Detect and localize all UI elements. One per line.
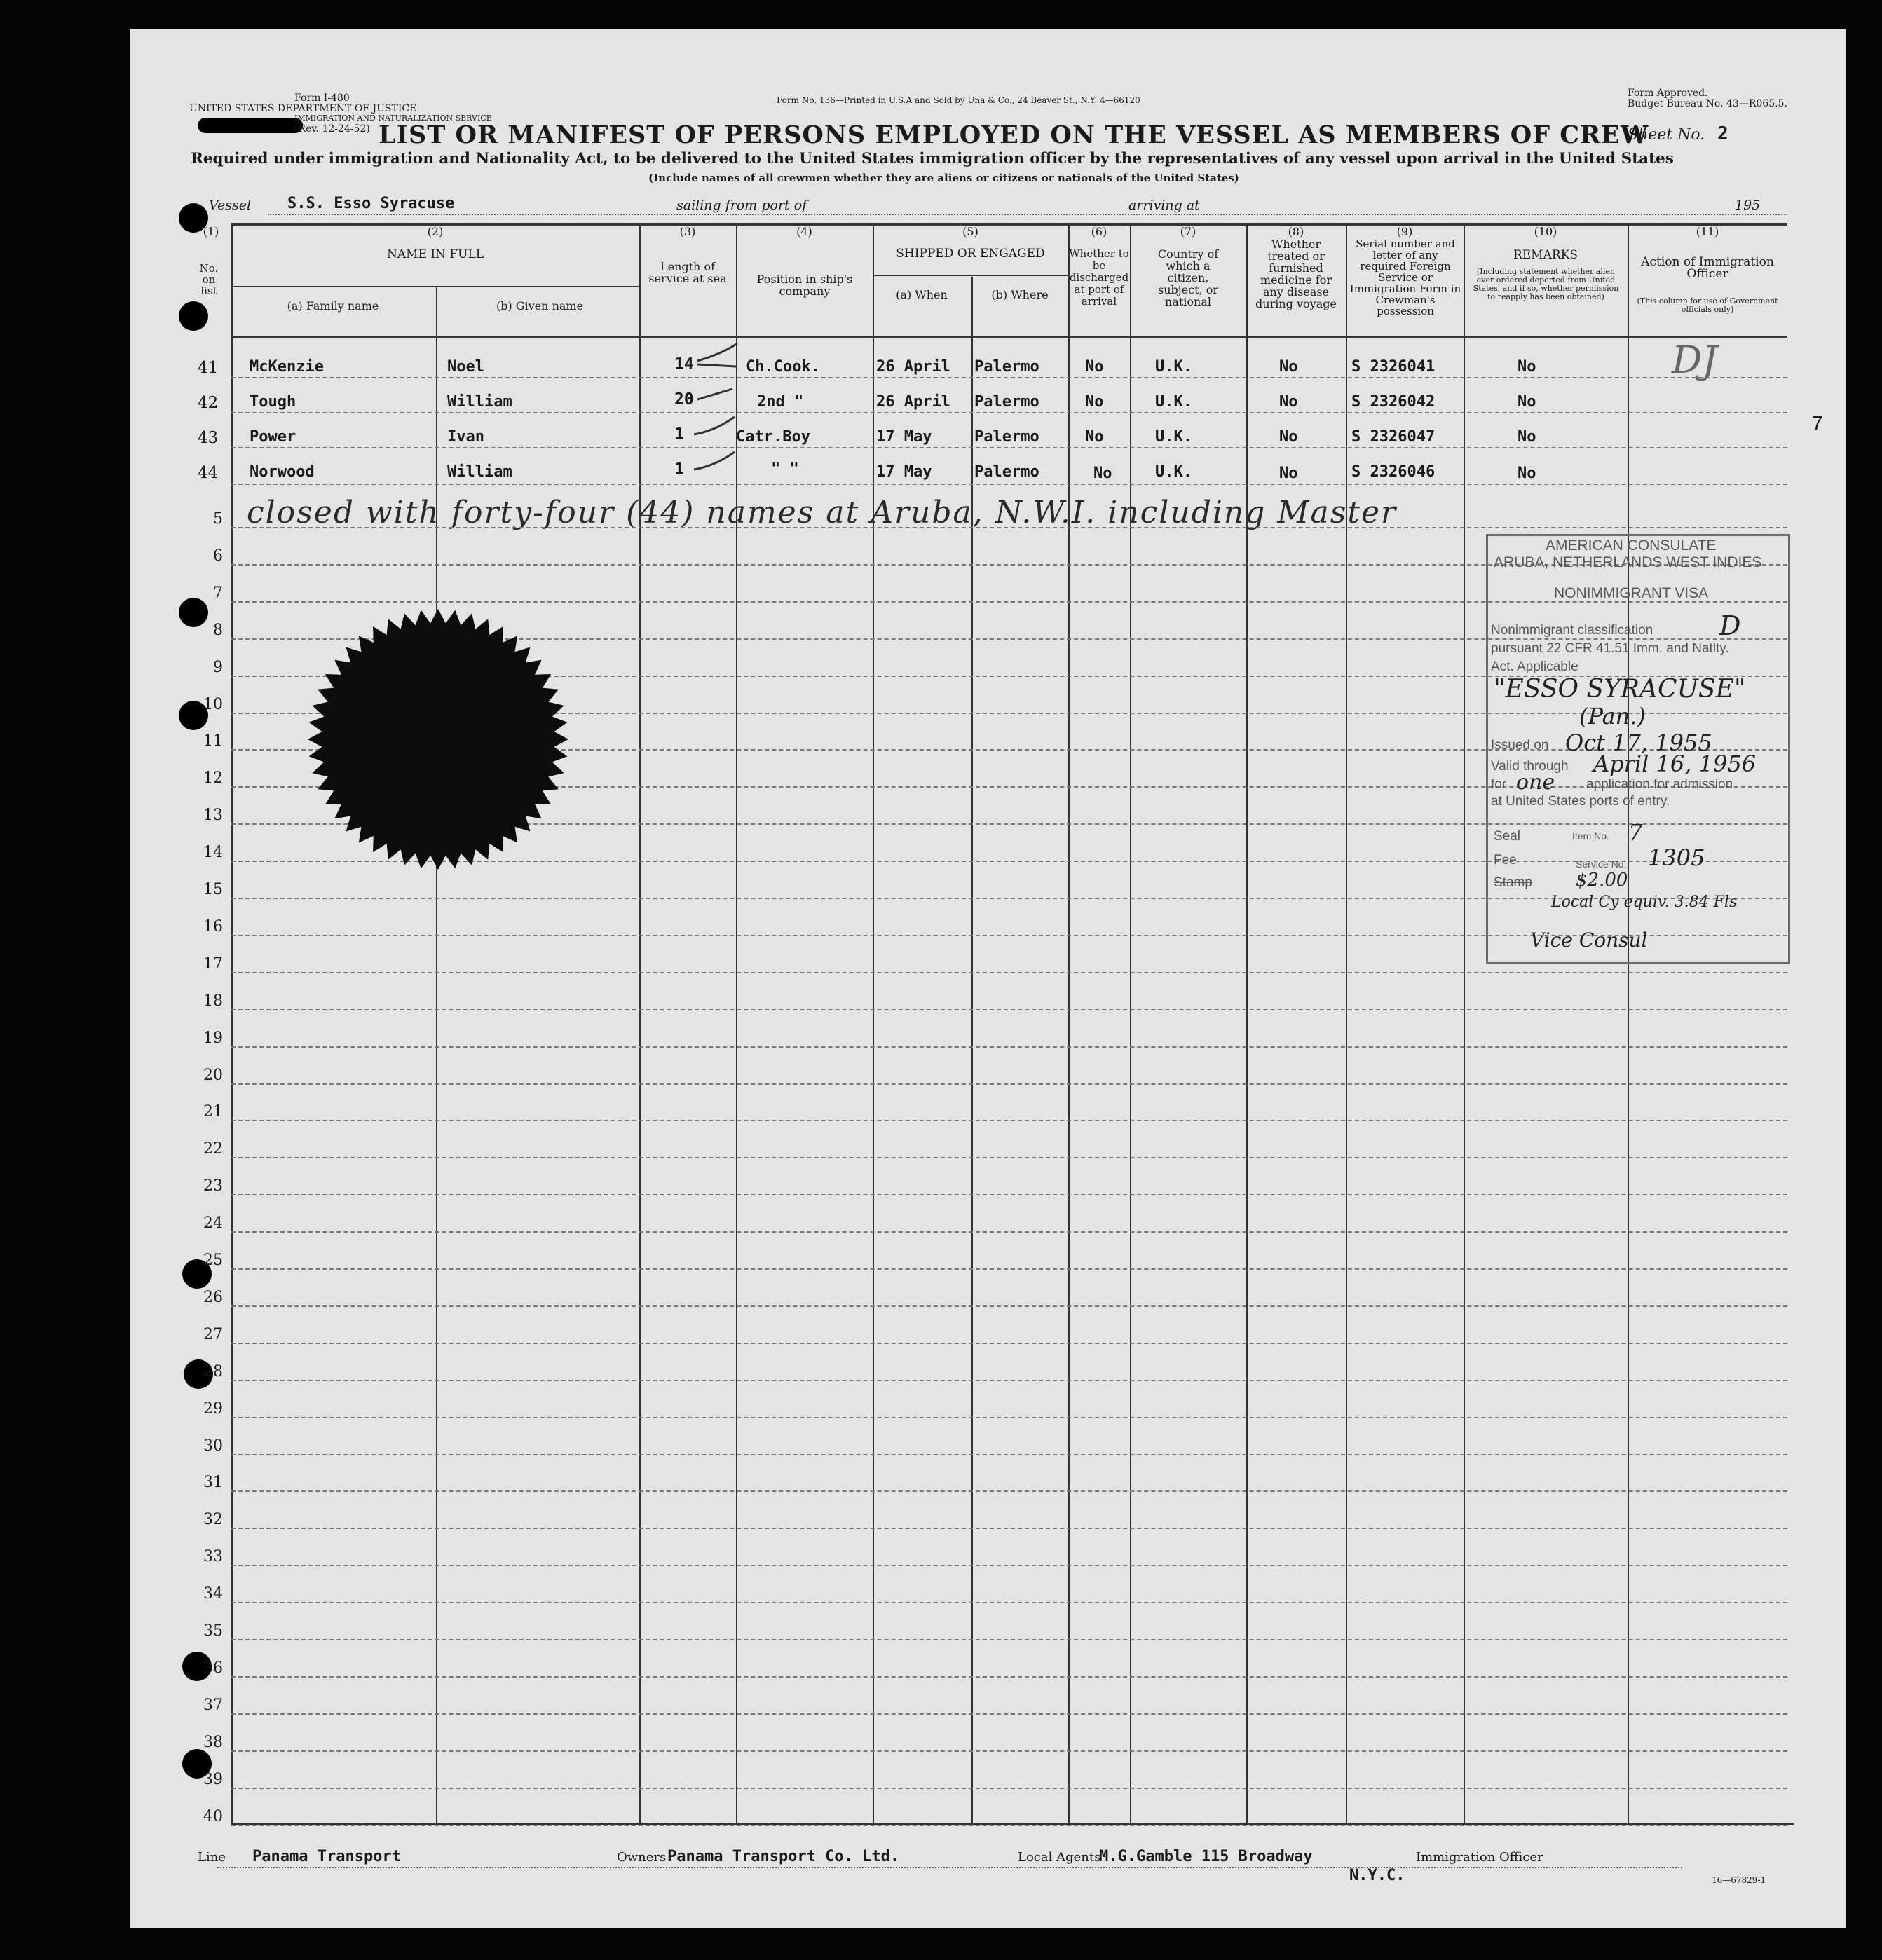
col-num: (3) [679,225,696,238]
stamp-service-number: 1305 [1648,844,1705,871]
header-discharge: Whether to be discharged at port of arrival [1069,247,1129,308]
stamp-visa-type: NONIMMIGRANT VISA [1554,585,1709,601]
col-num: (4) [796,225,812,238]
header-name-in-full: NAME IN FULL [386,247,484,261]
sheet-number: 2 [1717,123,1728,144]
officer-initials: DJ [1672,338,1717,382]
sailing-label: sailing from port of [676,198,807,213]
row-number: 9 [213,658,223,676]
footer-agents-city: N.Y.C. [1349,1867,1405,1884]
vessel-label: Vessel [209,198,252,213]
crew-remarks: No [1518,428,1536,446]
subtitle: Required under immigration and Nationality Act, to be delivered to the United States immigration officer by the representatives of any vessel upon arrival in the United States [191,150,1674,167]
footer-owners-label: Owners [617,1850,667,1865]
crew-service-length: 1 [674,425,684,444]
stamp-item-number: 7 [1628,819,1643,846]
col-divider [873,223,874,1825]
crew-family-name: McKenzie [250,358,324,376]
header-country: Country of which a citizen, subject, or national [1157,247,1219,308]
row-rule [231,1046,1787,1048]
stamp-stamp-label: Stamp [1494,875,1532,890]
crew-medicine: No [1279,358,1298,376]
row-rule [231,1602,1787,1603]
row-rule [231,1120,1787,1121]
row-rule [231,447,1787,448]
crew-discharge: No [1093,465,1112,482]
col-num: (2) [427,225,444,238]
form-approved: Form Approved. [1628,88,1708,99]
check-marks [694,340,743,480]
crew-discharge: No [1085,393,1104,411]
consulate-visa-stamp [1486,534,1790,964]
col-divider [1464,223,1465,1825]
page-title: LIST OR MANIFEST OF PERSONS EMPLOYED ON THE VESSEL AS MEMBERS OF CREW [379,121,1649,149]
vessel-underline [268,214,1787,215]
stamp-vessel: "ESSO SYRACUSE" [1494,675,1746,704]
crew-shipped-when: 26 April [876,358,950,376]
footer-underline [217,1867,1682,1868]
redaction-mark [198,118,303,133]
row-number: 28 [203,1362,223,1380]
year-label: 195 [1735,198,1761,213]
manifest-sheet [130,29,1846,1928]
row-rule [231,1009,1787,1010]
crew-service-length: 20 [674,390,694,409]
row-number: 5 [213,510,223,528]
col-divider [231,223,233,1825]
header-where: (b) Where [991,288,1049,301]
row-number: 30 [203,1437,223,1455]
stamp-classification-label: Nonimmigrant classification [1491,623,1653,638]
col-num: (8) [1288,225,1304,238]
crew-remarks: No [1518,393,1536,411]
crew-country: U.K. [1155,358,1192,376]
crew-country: U.K. [1155,428,1192,446]
footer-officer-label: Immigration Officer [1416,1850,1543,1865]
row-number: 40 [203,1807,223,1825]
row-number: 13 [203,807,223,825]
stamp-valid-date: April 16, 1956 [1593,751,1757,777]
col-divider [639,223,641,1825]
row-rule [231,1490,1787,1492]
crew-family-name: Norwood [250,463,315,481]
crew-position: Catr.Boy [736,428,810,446]
col-divider [1130,223,1131,1825]
crew-shipped-where: Palermo [974,393,1039,411]
row-number: 31 [203,1474,223,1492]
header-family-name: (a) Family name [287,299,379,313]
footer-owners-value: Panama Transport Co. Ltd. [667,1848,900,1865]
crew-position: Ch.Cook. [746,358,820,376]
service-name: IMMIGRATION AND NATURALIZATION SERVICE [294,114,492,123]
crew-shipped-where: Palermo [974,463,1039,481]
col-num: (1) [203,225,219,238]
row-rule [231,1454,1787,1455]
footer-line-value: Panama Transport [252,1848,401,1865]
crew-service-length: 14 [674,355,694,374]
crew-position: " " [771,460,799,478]
table-header-rule [231,336,1787,338]
row-rule [231,412,1787,413]
row-number: 21 [203,1103,223,1121]
crew-shipped-where: Palermo [974,428,1039,446]
row-rule [231,1750,1787,1752]
crew-country: U.K. [1155,393,1192,411]
stamp-for-value: one [1516,770,1555,795]
stamp-flag: (Pan.) [1579,703,1646,729]
name-subheader-rule [231,286,639,287]
row-rule [231,527,1787,528]
row-rule [231,1788,1787,1789]
crew-discharge: No [1085,428,1104,446]
col-num: (10) [1534,225,1557,238]
header-remarks: REMARKS [1513,248,1578,262]
col-divider [1068,223,1070,1825]
crew-position: 2nd " [757,393,804,411]
crew-medicine: No [1279,428,1298,446]
crew-shipped-when: 17 May [876,463,932,481]
header-remarks-note: (Including statement whether alien ever ordered deported from United States, and if so, whether permission to reapply has been obtained) [1473,267,1619,301]
stamp-item-label: Item No. [1572,830,1609,842]
stamp-location: ARUBA, NETHERLANDS WEST INDIES [1494,554,1762,570]
footer-line-label: Line [198,1850,226,1865]
stamp-valid-label: Valid through [1491,759,1569,774]
stamp-issued-label: Issued on [1491,738,1549,753]
form-code: 16—67829-1 [1712,1875,1766,1885]
col-num: (5) [962,225,978,238]
form-revision: (Rev. 12-24-52) [294,123,370,135]
row-number: 11 [203,732,223,751]
crew-serial: S 2326046 [1351,463,1436,481]
row-rule [231,1713,1787,1715]
row-rule [231,1825,1787,1826]
crew-shipped-where: Palermo [974,358,1039,376]
row-rule [231,1083,1787,1085]
col-divider [1346,223,1347,1825]
crew-given-name: Ivan [447,428,484,446]
row-rule [231,1380,1787,1381]
row-number: 14 [203,844,223,862]
closing-note: closed with forty-four (44) names at Aruba, N.W.I. including Master [247,495,1398,530]
row-number: 20 [203,1066,223,1084]
row-rule [231,1417,1787,1418]
budget-bureau: Budget Bureau No. 43—R065.5. [1628,98,1787,109]
stamp-fee-label: Fee [1494,853,1517,868]
row-number: 43 [198,429,219,447]
crew-family-name: Power [250,428,296,446]
arriving-label: arriving at [1128,198,1200,213]
crew-given-name: William [447,463,512,481]
punch-hole [179,301,208,331]
row-rule [231,1565,1787,1566]
header-length-of-service: Length of service at sea [648,260,727,285]
row-number: 25 [203,1252,223,1269]
stamp-local-currency: Local Cy equiv. 3.84 Fls [1551,893,1738,911]
row-number: 33 [203,1548,223,1566]
header-shipped-or-engaged: SHIPPED OR ENGAGED [896,247,1045,261]
row-number: 29 [203,1399,223,1418]
row-rule [231,1639,1787,1640]
stamp-issued-date: Oct 17, 1955 [1565,729,1712,756]
row-rule [231,484,1787,485]
crew-shipped-when: 26 April [876,393,950,411]
header-serial-number: Serial number and letter of any required Foreign Service or Immigration Form in Crewman's possession [1349,238,1461,317]
vessel-name: S.S. Esso Syracuse [287,195,455,212]
row-rule [231,1343,1787,1344]
col-num: (6) [1091,225,1107,238]
header-immigration-note: (This column for use of Government officials only) [1637,296,1778,314]
stamp-amount: $2.00 [1576,870,1628,891]
stamp-admission: application for admission [1586,777,1733,792]
footer-agents-label: Local Agents [1018,1850,1101,1865]
row-number: 24 [203,1214,223,1233]
sheet-label: Sheet No. [1628,126,1705,144]
notary-seal [305,606,571,872]
row-number: 34 [203,1585,223,1603]
row-number: 35 [203,1622,223,1640]
row-number: 39 [203,1770,223,1788]
row-number: 36 [203,1659,223,1677]
stamp-seal-label: Seal [1494,829,1521,844]
row-rule [231,1676,1787,1678]
col-divider [1628,223,1629,1825]
row-number: 7 [213,584,223,602]
row-number: 26 [203,1288,223,1306]
crew-country: U.K. [1155,463,1192,481]
stamp-classification: D [1719,610,1741,641]
stamp-service-label: Service No. [1576,858,1627,870]
col-divider [1246,223,1248,1825]
shipped-subheader-rule [873,275,1068,276]
header-immigration-action: Action of Immigration Officer [1641,255,1774,281]
department: UNITED STATES DEPARTMENT OF JUSTICE [189,103,417,114]
row-number: 23 [203,1177,223,1195]
row-rule [231,1231,1787,1233]
form-number: Form I-480 [294,92,350,104]
header-when: (a) When [896,288,948,301]
crew-family-name: Tough [250,393,296,411]
row-number: 16 [203,917,223,936]
row-number: 8 [213,621,223,639]
col-num: (11) [1696,225,1719,238]
footer-agents-value: M.G.Gamble 115 Broadway [1099,1848,1313,1865]
header-given-name: (b) Given name [496,299,584,313]
subnote: (Include names of all crewmen whether they are aliens or citizens or nationals of the United States) [648,172,1239,184]
crew-remarks: No [1518,465,1536,482]
crew-discharge: No [1085,358,1104,376]
row-rule [231,1157,1787,1158]
row-number: 19 [203,1029,223,1047]
header-no-on-list: No. on list [199,262,219,297]
crew-medicine: No [1279,465,1298,482]
crew-serial: S 2326047 [1351,428,1436,446]
row-number: 10 [203,695,223,713]
row-rule [231,377,1787,378]
row-rule [231,1305,1787,1307]
crew-serial: S 2326042 [1351,393,1436,411]
row-rule [231,1528,1787,1529]
row-number: 38 [203,1733,223,1751]
row-number: 22 [203,1140,223,1158]
row-number: 41 [198,359,219,377]
crew-remarks: No [1518,358,1536,376]
crew-medicine: No [1279,393,1298,411]
row-number: 6 [213,547,223,565]
row-number: 44 [198,464,219,482]
crew-given-name: William [447,393,512,411]
row-number: 18 [203,992,223,1010]
crew-serial: S 2326041 [1351,358,1436,376]
stamp-regulation: pursuant 22 CFR 41.51 Imm. and Natlty. [1491,641,1729,656]
row-number: 42 [198,394,219,412]
stamp-consul-signature: Vice Consul [1530,928,1648,952]
row-number: 27 [203,1325,223,1343]
header-medicine: Whether treated or furnished medicine for any disease during voyage [1255,238,1337,310]
row-rule [231,1194,1787,1195]
crew-shipped-when: 17 May [876,428,932,446]
stamp-ports: at United States ports of entry. [1491,794,1670,809]
printer-note: Form No. 136—Printed in U.S.A and Sold by Una & Co., 24 Beaver St., N.Y. 4—66120 [777,95,1140,105]
stamp-for-label: for [1491,777,1507,792]
row-rule [231,972,1787,973]
stamp-act: Act. Applicable [1491,659,1578,674]
row-number: 15 [203,881,223,898]
side-page-number: 7 [1812,412,1823,434]
row-rule [231,1268,1787,1270]
col-num: (7) [1180,225,1196,238]
stamp-consulate: AMERICAN CONSULATE [1546,537,1717,554]
row-number: 17 [203,954,223,973]
row-number: 12 [203,769,223,788]
row-number: 37 [203,1696,223,1714]
col-num: (9) [1396,225,1413,238]
header-position: Position in ship's company [756,273,853,298]
crew-given-name: Noel [447,358,484,376]
crew-service-length: 1 [674,460,684,479]
row-number: 32 [203,1511,223,1529]
